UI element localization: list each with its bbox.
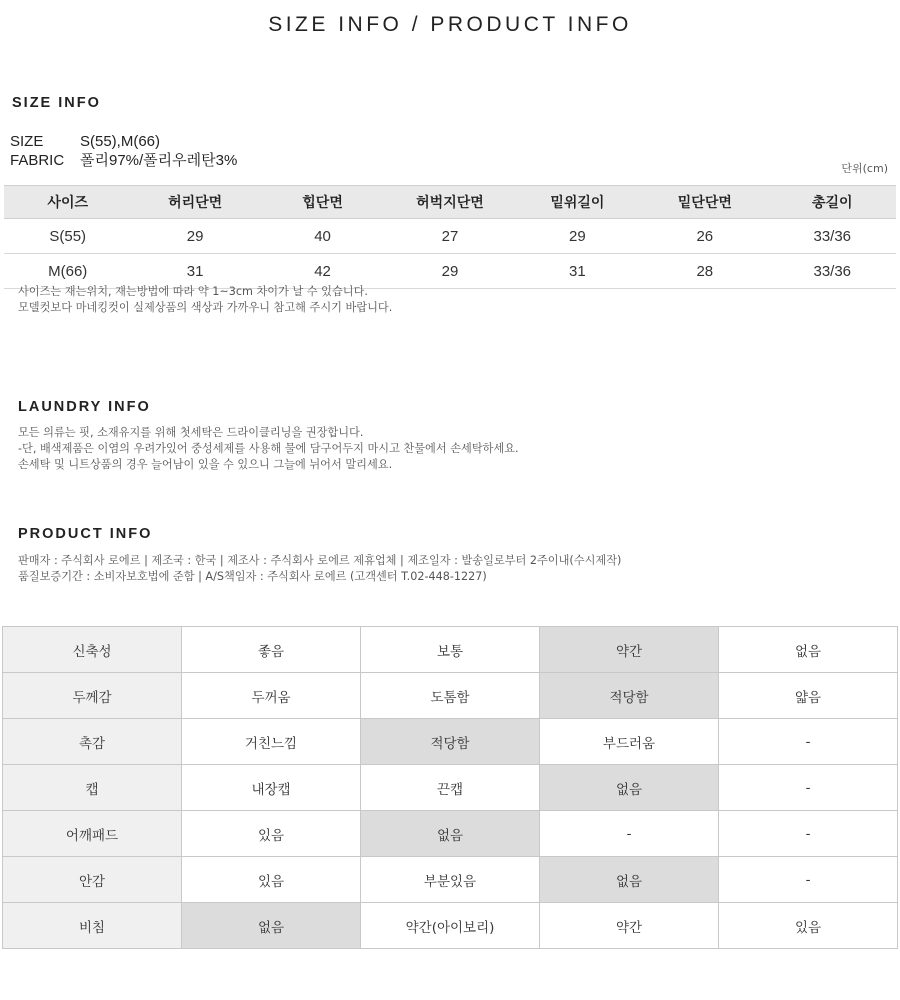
attribute-option: 부분있음 <box>361 857 540 903</box>
attribute-row <box>3 903 898 949</box>
attribute-label: 두께감 <box>3 673 182 719</box>
size-label: SIZE <box>10 133 44 150</box>
attribute-label: 캡 <box>3 765 182 811</box>
table-cell: 26 <box>641 219 768 254</box>
table-cell: 40 <box>259 219 386 254</box>
size-info-heading: SIZE INFO <box>12 95 101 111</box>
table-cell: 31 <box>131 254 258 289</box>
attribute-option-selected: 없음 <box>540 765 719 811</box>
attribute-option: 부드러움 <box>540 719 719 765</box>
size-table-header <box>4 186 896 219</box>
unit-note: 단위(cm) <box>841 162 888 175</box>
attribute-row <box>3 627 898 673</box>
attribute-option: 내장캡 <box>182 765 361 811</box>
table-cell: 33/36 <box>769 219 896 254</box>
page-title: SIZE INFO / PRODUCT INFO <box>268 13 632 36</box>
attribute-option: 좋음 <box>182 627 361 673</box>
header-cell: 허벅지단면 <box>386 186 513 219</box>
attribute-label: 비침 <box>3 903 182 949</box>
attribute-option: 약간(아이보리) <box>361 903 540 949</box>
attribute-option: - <box>719 857 898 903</box>
attribute-option: - <box>540 811 719 857</box>
attribute-label: 어깨패드 <box>3 811 182 857</box>
size-note-line: 사이즈는 재는위치, 재는방법에 따라 약 1~3cm 차이가 날 수 있습니다. <box>18 285 368 298</box>
size-value: S(55),M(66) <box>80 133 161 150</box>
attribute-row <box>3 811 898 857</box>
product-line: 품질보증기간 : 소비자보호법에 준함 | A/S책임자 : 주식회사 로에르 (고객센터 T.02-448-1227) <box>18 570 487 583</box>
attribute-option-selected: 없음 <box>361 811 540 857</box>
table-cell: 31 <box>514 254 641 289</box>
attribute-row <box>3 719 898 765</box>
size-notes <box>18 284 392 316</box>
product-info-heading: PRODUCT INFO <box>18 526 153 542</box>
attribute-option: 거친느낌 <box>182 719 361 765</box>
attribute-option: 있음 <box>182 857 361 903</box>
attribute-option: 보통 <box>361 627 540 673</box>
attribute-option: 얇음 <box>719 673 898 719</box>
laundry-line: -단, 배색제품은 이염의 우려가있어 중성세제를 사용해 물에 담구어두지 마시고 찬물에서 손세탁하세요. <box>18 442 519 455</box>
header-cell: 사이즈 <box>4 186 131 219</box>
attribute-row <box>3 857 898 903</box>
attribute-label: 안감 <box>3 857 182 903</box>
attribute-option-selected: 없음 <box>182 903 361 949</box>
table-cell: 28 <box>641 254 768 289</box>
header-cell: 밑단단면 <box>641 186 768 219</box>
table-cell: M(66) <box>4 254 131 289</box>
header-cell: 총길이 <box>769 186 896 219</box>
laundry-info-heading: LAUNDRY INFO <box>18 399 151 415</box>
attribute-table <box>2 626 898 949</box>
size-spec-row <box>10 133 160 150</box>
table-cell: 33/36 <box>769 254 896 289</box>
table-cell: 29 <box>386 254 513 289</box>
table-cell: 27 <box>386 219 513 254</box>
attribute-option: - <box>719 811 898 857</box>
product-notes <box>18 553 621 585</box>
attribute-row <box>3 673 898 719</box>
attribute-option-selected: 적당함 <box>361 719 540 765</box>
attribute-option: 있음 <box>719 903 898 949</box>
attribute-option: 끈캡 <box>361 765 540 811</box>
attribute-option: - <box>719 765 898 811</box>
fabric-spec-row <box>10 149 237 170</box>
header-cell: 밑위길이 <box>514 186 641 219</box>
table-cell: S(55) <box>4 219 131 254</box>
attribute-option-selected: 약간 <box>540 627 719 673</box>
attribute-option: 없음 <box>719 627 898 673</box>
fabric-value: 폴리97%/폴리우레탄3% <box>80 152 238 169</box>
laundry-line: 모든 의류는 핏, 소재유지를 위해 첫세탁은 드라이클리닝을 권장합니다. <box>18 426 364 439</box>
product-line: 판매자 : 주식회사 로에르 | 제조국 : 한국 | 제조사 : 주식회사 로에르 제휴업체 | 제조일자 : 발송일로부터 2주이내(수시제작) <box>18 554 622 567</box>
attribute-option: 두꺼움 <box>182 673 361 719</box>
header-cell: 허리단면 <box>131 186 258 219</box>
attribute-option: 도톰함 <box>361 673 540 719</box>
attribute-option: 있음 <box>182 811 361 857</box>
size-table <box>4 185 896 289</box>
table-cell: 29 <box>131 219 258 254</box>
attribute-label: 촉감 <box>3 719 182 765</box>
header-cell: 힙단면 <box>259 186 386 219</box>
attribute-option-selected: 없음 <box>540 857 719 903</box>
fabric-label: FABRIC <box>10 152 65 169</box>
size-note-line: 모델컷보다 마네킹컷이 실제상품의 색상과 가까우니 참고해 주시기 바랍니다. <box>18 301 393 314</box>
attribute-row <box>3 765 898 811</box>
table-cell: 42 <box>259 254 386 289</box>
table-row <box>4 219 896 254</box>
attribute-label: 신축성 <box>3 627 182 673</box>
attribute-option: - <box>719 719 898 765</box>
attribute-option-selected: 적당함 <box>540 673 719 719</box>
attribute-option: 약간 <box>540 903 719 949</box>
laundry-line: 손세탁 및 니트상품의 경우 늘어남이 있을 수 있으니 그늘에 뉘어서 말리세요. <box>18 458 393 471</box>
laundry-notes <box>18 425 519 473</box>
table-cell: 29 <box>514 219 641 254</box>
